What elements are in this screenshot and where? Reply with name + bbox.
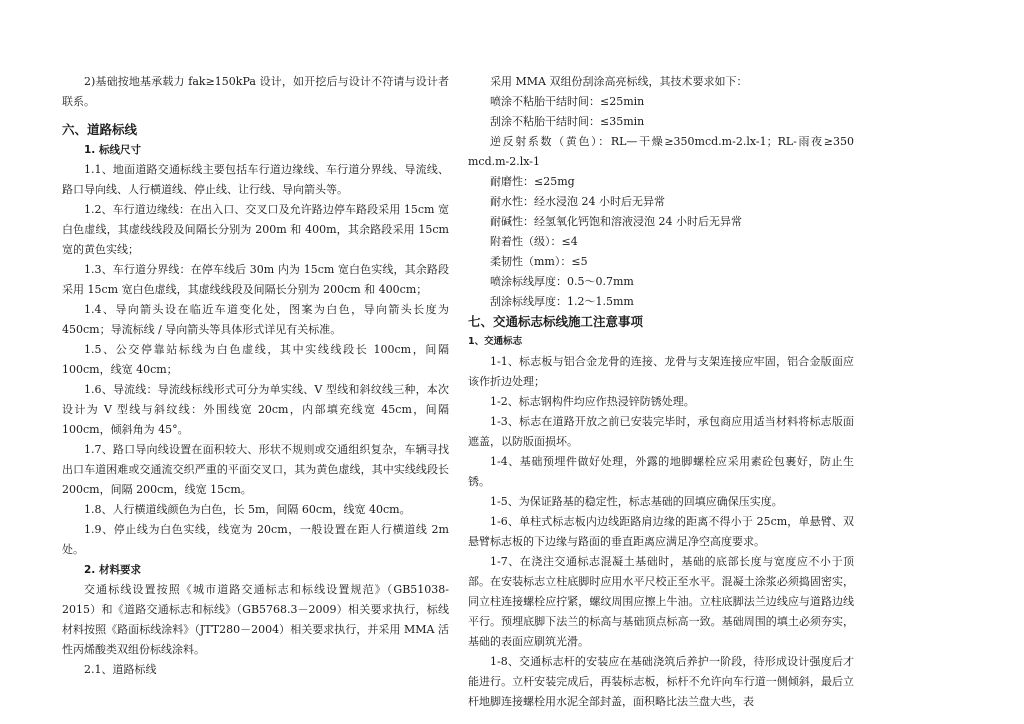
paragraph-1-6: 1.6、导流线：导流线标线形式可分为单实线、V 型线和斜纹线三种，本次设计为 V 型线与斜纹线：外围线宽 20cm，内部填充线宽 45cm，间隔 100cm，倾斜角为 45°。 [62,383,449,436]
item-1-2: 1-2、标志钢构件均应作热浸锌防锈处理。 [490,395,695,408]
paragraph-2-1: 2.1、道路标线 [84,663,157,676]
item-1-7: 1-7、在浇注交通标志混凝土基础时，基础的底部长度与宽度应不小于顶部。在安装标志立柱底脚时应用水平尺校正至水平。混凝土涂浆必须捣固密实，同立柱连接螺栓应拧紧，螺纹周围应擦上牛油。立柱底脚法兰边线应与道路边线平行。预埋底脚下法兰的标高与基础顶点标高一致。基础周围的填土必须夯实，基础的表面应刷筑光滑。 [468,555,854,648]
materials-paragraph: 交通标线设置按照《城市道路交通标志和标线设置规范》（GB51038-2015）和《道路交通标志和标线》（GB5768.3－2009）相关要求执行，标线材料按照《路面标线涂料》（JTT280－2004）相关要求执行，并采用 MMA 活性丙烯酸类双组份标线涂料。 [62,583,449,656]
spec-line: 刮涂不粘胎干结时间：≤35min [490,115,645,128]
paragraph-1-8: 1.8、人行横道线颜色为白色，长 5m，间隔 60cm，线宽 40cm。 [84,503,411,516]
spec-line: 附着性（级）：≤4 [490,235,578,248]
paragraph-1-1: 1.1、地面道路交通标线主要包括车行道边缘线、车行道分界线、导流线、路口导向线、人行横道线、停止线、让行线、导向箭头等。 [62,163,449,196]
right-column [468,72,854,712]
foundation-note: 2)基础按地基承载力 fak≥150kPa 设计，如开挖后与设计不符请与设计者联系。 [62,75,449,108]
spec-line: 耐磨性：≤25mg [490,175,575,188]
subsection-7-1-heading: 1、交通标志 [468,336,523,347]
left-column [62,72,449,680]
item-1-3: 1-3、标志在道路开放之前已安装完毕时，承包商应用适当材料将标志版面遮盖，以防版面损坏。 [468,415,854,448]
paragraph-1-7: 1.7、路口导向线设置在面积较大、形状不规则或交通组织复杂，车辆寻找出口车道困难或交通流交织严重的平面交叉口，其为黄色虚线，其中实线线段长 200cm，间隔 200cm，线宽 15cm。 [62,443,449,496]
spec-line: 耐碱性：经氢氧化钙饱和溶液浸泡 24 小时后无异常 [490,215,742,228]
item-1-5: 1-5、为保证路基的稳定性，标志基础的回填应确保压实度。 [490,495,783,508]
item-1-4: 1-4、基础预埋件做好处理，外露的地脚螺栓应采用素砼包裹好，防止生锈。 [468,455,854,488]
spec-line: 刮涂标线厚度：1.2～1.5mm [490,295,634,308]
spec-line: 耐水性：经水浸泡 24 小时后无异常 [490,195,665,208]
item-1-6: 1-6、单柱式标志板内边线距路肩边缘的距离不得小于 25cm，单悬臂、双悬臂标志板的下边缘与路面的垂直距离应满足净空高度要求。 [468,515,854,548]
paragraph-1-2: 1.2、车行道边缘线：在出入口、交叉口及允许路边停车路段采用 15cm 宽白色虚线，其虚线线段及间隔长分别为 200m 和 400m，其余路段采用 15cm 宽的黄色实线； [62,203,449,256]
paragraph-1-9: 1.9、停止线为白色实线，线宽为 20cm，一般设置在距人行横道线 2m 处。 [62,523,449,556]
paragraph-1-4: 1.4、导向箭头设在临近车道变化处，图案为白色，导向箭头长度为 450cm；导流标线 / 导向箭头等具体形式详见有关标准。 [62,303,449,336]
paragraph-1-5: 1.5、公交停靠站标线为白色虚线，其中实线线段长 100cm，间隔 100cm，线宽 40cm； [62,343,449,376]
spec-line: 逆反射系数（黄色）：RL—干燥≥350mcd.m-2.lx-1；RL-雨夜≥350 mcd.m-2.lx-1 [468,135,854,168]
spec-intro: 采用 MMA 双组份刮涂高亮标线，其技术要求如下： [490,75,748,88]
spec-line: 柔韧性（mm）：≤5 [490,255,588,268]
subsection-2-heading: 2. 材料要求 [84,564,141,576]
paragraph-1-3: 1.3、车行道分界线：在停车线后 30m 内为 15cm 宽白色实线，其余路段采用 15cm 宽白色虚线，其虚线线段及间隔长分别为 200cm 和 400cm； [62,263,449,296]
spec-line: 喷涂不粘胎干结时间：≤25min [490,95,645,108]
section-6-heading: 六、道路标线 [62,122,138,137]
item-1-1: 1-1、标志板与铝合金龙骨的连接、龙骨与支架连接应牢固，铝合金版面应该作折边处理； [468,355,854,388]
subsection-1-heading: 1. 标线尺寸 [84,144,141,156]
spec-line: 喷涂标线厚度：0.5～0.7mm [490,275,634,288]
item-1-8: 1-8、交通标志杆的安装应在基础浇筑后养护一阶段，待形成设计强度后才能进行。立杆安装完成后，再装标志板，标杆不允许向车行道一侧倾斜，最后立杆地脚连接螺栓用水泥全部封盖，面积略比法兰盘大些，表 [468,655,854,708]
section-7-heading: 七、交通标志标线施工注意事项 [468,314,644,329]
